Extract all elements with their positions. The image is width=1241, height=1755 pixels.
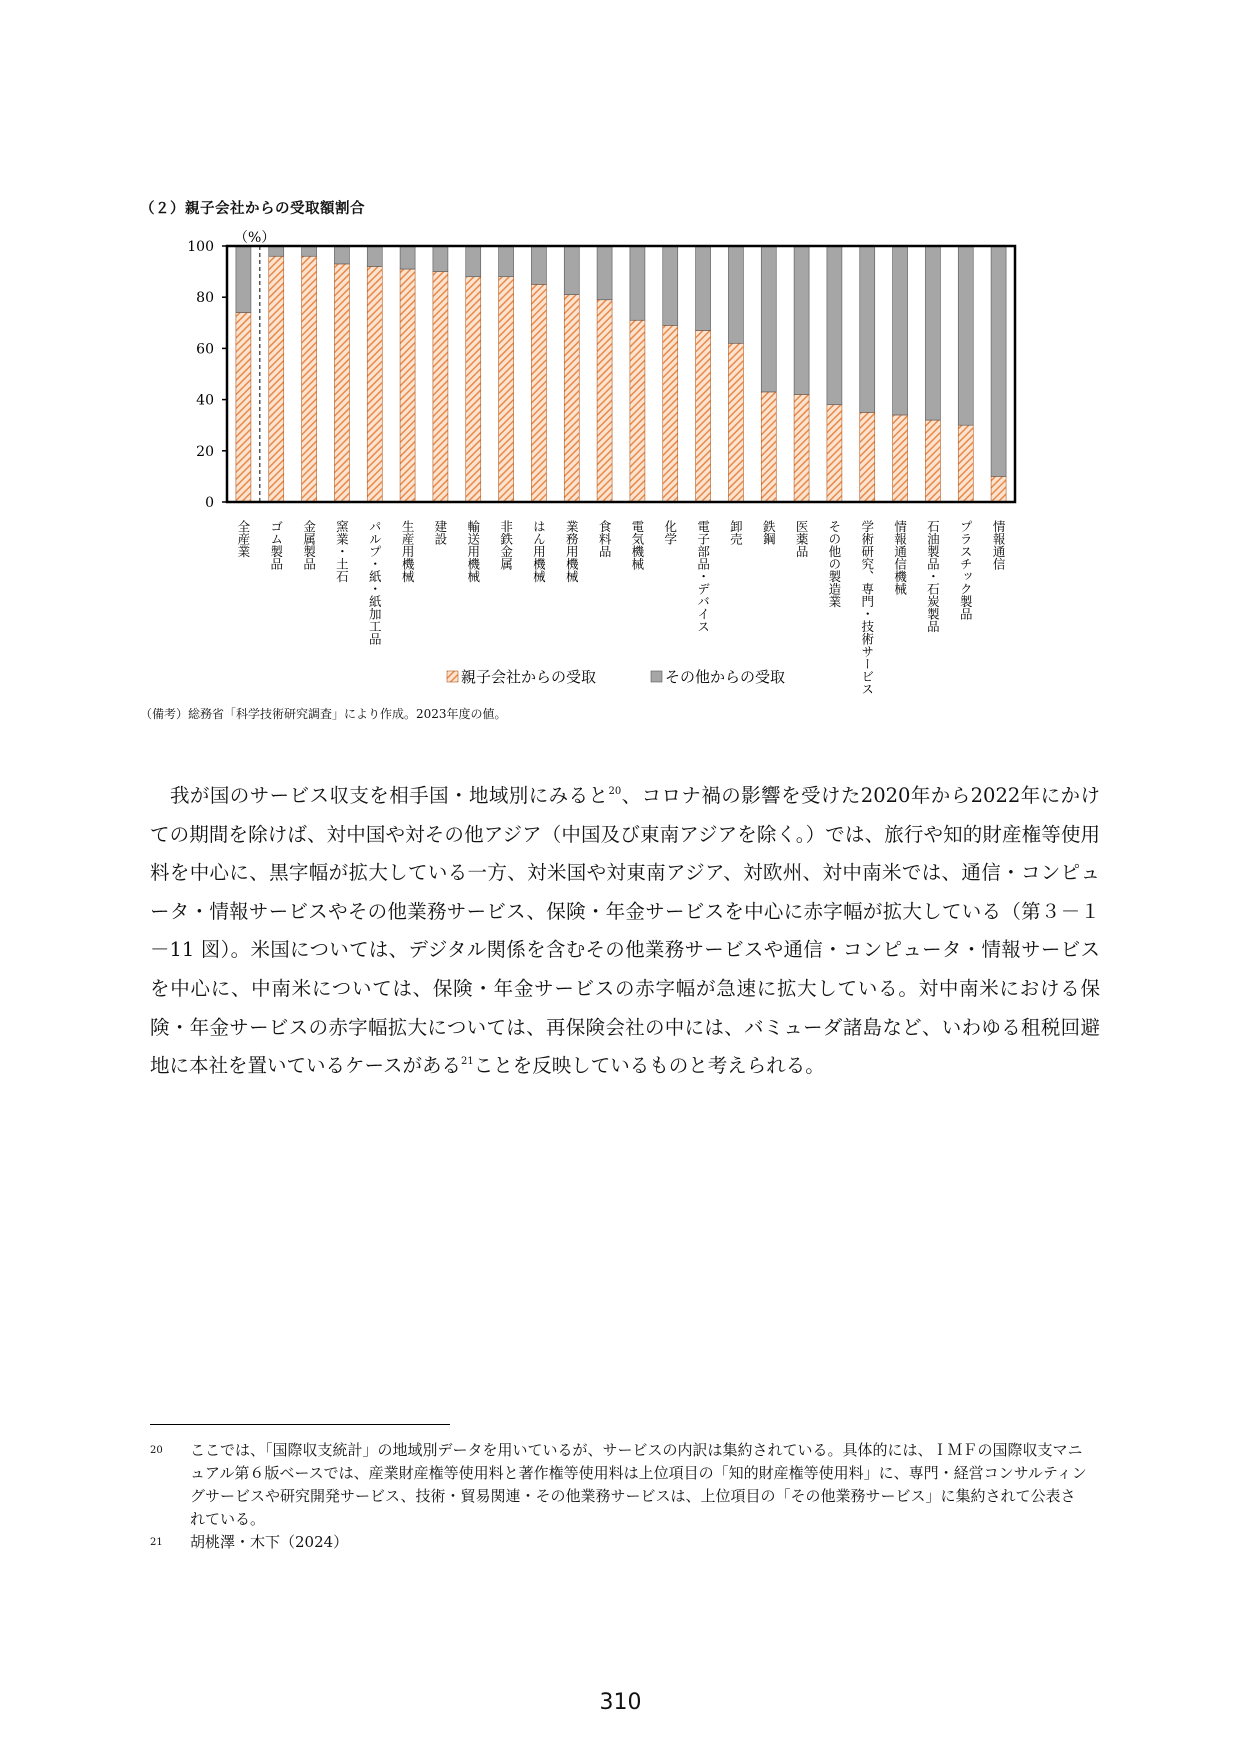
category-label: 業務用機械: [564, 520, 580, 583]
category-label: 電気機械: [629, 520, 645, 570]
bar-parent-share: [367, 266, 382, 502]
bar-other-share: [236, 246, 251, 313]
bar-other-share: [761, 246, 776, 392]
stacked-bar-chart: [0, 0, 1241, 700]
footnote-ref-20[interactable]: 20: [608, 786, 622, 797]
bar-parent-share: [433, 272, 448, 502]
category-label: 建設: [432, 520, 448, 545]
bar-parent-share: [663, 325, 678, 502]
bar-parent-share: [531, 284, 546, 502]
category-label: 石油製品・石炭製品: [925, 520, 941, 633]
bar-other-share: [991, 246, 1006, 476]
bar-parent-share: [893, 415, 908, 502]
y-tick-label: 80: [196, 290, 214, 307]
footnote-number: 20: [150, 1445, 163, 1456]
category-label: 情報通信機械: [892, 520, 908, 595]
bar-other-share: [696, 246, 711, 330]
bar-other-share: [499, 246, 514, 277]
y-tick-label: 60: [196, 341, 214, 358]
category-label: 全産業: [235, 520, 251, 558]
bar-other-share: [466, 246, 481, 277]
bar-parent-share: [302, 256, 317, 502]
category-label: 電子部品・デバイス: [695, 520, 711, 633]
bar-other-share: [564, 246, 579, 295]
footnote-divider: [150, 1424, 450, 1425]
bar-parent-share: [761, 392, 776, 502]
category-label: プラスチック製品: [958, 520, 974, 620]
body-text-3: ことを反映しているものと考えられる。: [473, 1054, 825, 1078]
bar-parent-share: [728, 343, 743, 502]
body-text-1: 我が国のサービス収支を相手国・地域別にみると: [170, 784, 609, 807]
bar-other-share: [269, 246, 284, 256]
body-paragraph: [150, 777, 1100, 1086]
bar-parent-share: [597, 300, 612, 502]
bar-other-share: [367, 246, 382, 266]
bar-other-share: [860, 246, 875, 412]
bar-parent-share: [499, 277, 514, 502]
category-label: 非鉄金属: [498, 520, 514, 570]
footnote-20: [150, 1439, 1090, 1531]
bar-parent-share: [794, 394, 809, 502]
footnotes: [150, 1439, 1090, 1554]
bar-other-share: [827, 246, 842, 405]
bar-other-share: [531, 246, 546, 284]
category-label: 医薬品: [794, 520, 810, 558]
y-tick-label: 100: [187, 239, 214, 255]
bar-parent-share: [696, 330, 711, 502]
y-tick-label: 20: [196, 443, 214, 460]
bar-other-share: [958, 246, 973, 425]
footnote-text: ここでは、「国際収支統計」の地域別データを用いているが、サービスの内訳は集約されている。具体的には、ＩＭＦの国際収支マニュアル第６版ベースでは、産業財産権等使用料と著作権等使用料は上位項目の「知的財産権等使用料」に、専門・経営コンサルティングサービスや研究開発サービス、技術・貿易関連・その他業務サービスは、上位項目の「その他業務サービス」に集約されて公表されている。: [190, 1441, 1087, 1528]
bar-parent-share: [334, 264, 349, 502]
bar-parent-share: [236, 313, 251, 502]
category-label: 窯業・土石: [334, 520, 350, 583]
bar-other-share: [630, 246, 645, 320]
bar-parent-share: [269, 256, 284, 502]
category-label: 情報通信: [991, 520, 1007, 570]
bar-parent-share: [564, 295, 579, 502]
bar-other-share: [433, 246, 448, 272]
category-label: パルプ・紙・紙加工品: [367, 520, 383, 645]
bar-other-share: [663, 246, 678, 325]
footnote-ref-21[interactable]: 21: [461, 1056, 474, 1068]
legend-swatch-other: [651, 671, 662, 682]
category-label: はん用機械: [531, 520, 547, 583]
bar-parent-share: [466, 277, 481, 502]
category-label: 鉄鋼: [761, 520, 777, 545]
footnote-text: 胡桃澤・木下（2024）: [190, 1533, 349, 1551]
bar-other-share: [728, 246, 743, 343]
chart-title: （２）親子会社からの受取額割合: [140, 201, 365, 217]
bar-other-share: [400, 246, 415, 269]
bar-parent-share: [860, 412, 875, 502]
category-label: 輸送用機械: [465, 520, 481, 583]
category-label: 学術研究、専門・技術サービス: [859, 520, 875, 695]
y-tick-label: 0: [205, 495, 214, 511]
category-label: その他の製造業: [826, 520, 842, 608]
bar-other-share: [794, 246, 809, 394]
footnote-number: 21: [150, 1537, 163, 1548]
bar-parent-share: [925, 420, 940, 502]
category-label: 卸売: [728, 520, 744, 545]
page-number: 310: [599, 1690, 642, 1715]
category-label: 食料品: [597, 520, 613, 558]
footnote-21: [150, 1531, 1090, 1554]
y-tick-label: 40: [196, 392, 214, 409]
legend-label-other: その他からの受取: [665, 668, 786, 686]
body-text-2: 、コロナ禍の影響を受けた2020年から2022年にかけての期間を除けば、対中国や対その他アジア（中国及び東南アジアを除く。）では、旅行や知的財産権等使用料を中心に、黒字幅が拡大している一方、対米国や対東南アジア、対欧州、対中南米では、通信・コンピュータ・情報サービスやその他業務サービス、保険・年金サービスを中心に赤字幅が拡大している（第３－１－11 図）。米国については、デジタル関係を含むその他業務サービスや通信・コンピュータ・情報サービスを中心に、中南米については、保険・年金サービスの赤字幅が急速に拡大している。対中南米における保険・年金サービスの赤字幅拡大については、再保険会社の中には、バミューダ諸島など、いわゆる租税回避地に本社を置いているケースがある: [150, 784, 1100, 1078]
bar-other-share: [597, 246, 612, 300]
bar-parent-share: [827, 405, 842, 502]
bar-other-share: [925, 246, 940, 420]
bar-parent-share: [991, 476, 1006, 502]
chart-source-note: （備考）総務省「科学技術研究調査」により作成。2023年度の値。: [140, 707, 507, 721]
bar-other-share: [334, 246, 349, 264]
category-label: 金属製品: [301, 520, 317, 570]
bar-other-share: [302, 246, 317, 256]
bar-parent-share: [958, 425, 973, 502]
bar-other-share: [893, 246, 908, 415]
legend-label-parent: 親子会社からの受取: [461, 668, 597, 686]
bar-parent-share: [400, 269, 415, 502]
category-label: 生産用機械: [400, 520, 416, 583]
category-label: ゴム製品: [268, 520, 284, 570]
bar-parent-share: [630, 320, 645, 502]
y-axis-unit-label: （%）: [234, 230, 276, 246]
legend-swatch-parent: [447, 671, 458, 682]
category-label: 化学: [662, 520, 678, 545]
